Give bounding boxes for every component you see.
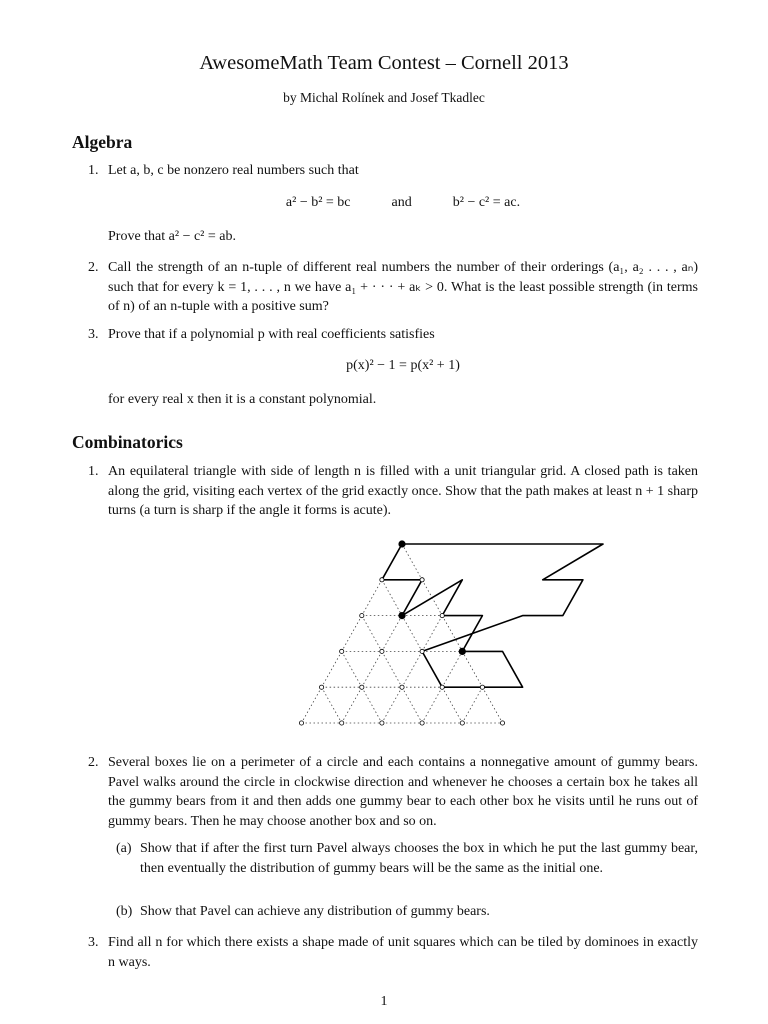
grid-vertex: [420, 721, 424, 725]
sharp-turn-vertex: [459, 648, 466, 655]
grid-vertex: [340, 721, 344, 725]
grid-line: [322, 687, 342, 723]
grid-line: [402, 544, 422, 580]
grid-vertex: [380, 649, 384, 653]
grid-vertex: [320, 685, 324, 689]
grid-vertex: [340, 649, 344, 653]
problem-text: Call the strength of an n-tuple of different real numbers the number of their orderings (a₁, a₂ . . . , aₙ) such that for every k = 1, . . . , n we have a₁ + · · · + aₖ > 0. What is the least possible strength (in terms of n) of an n-tuple with a positive sum?: [108, 260, 698, 314]
grid-line: [482, 687, 502, 723]
equation-connective: and: [391, 195, 412, 210]
display-equation: p(x)² − 1 = p(x² + 1): [346, 358, 460, 373]
grid-vertex: [360, 614, 364, 618]
subpart-text: Show that Pavel can achieve any distribution of gummy bears.: [140, 904, 490, 919]
grid-line: [322, 651, 342, 687]
grid-vertex: [380, 578, 384, 582]
problem-number: 1.: [88, 464, 99, 479]
sharp-turn-vertex: [398, 612, 405, 619]
subpart-text: Show that if after the first turn Pavel always chooses the box in which he put the last gummy bear, then eventually the distribution of gummy bears will be the same as the initial one.: [140, 841, 698, 876]
grid-vertex: [420, 649, 424, 653]
problem-number: 1.: [88, 163, 99, 178]
grid-line: [362, 687, 382, 723]
section-heading-combinatorics: Combinatorics: [72, 432, 183, 452]
grid-line: [342, 616, 362, 652]
problem-number: 2.: [88, 260, 99, 275]
problem-text: Prove that if a polynomial p with real coefficients satisfies: [108, 327, 435, 342]
grid-line: [442, 687, 462, 723]
grid-line: [362, 616, 382, 652]
grid-line: [382, 687, 402, 723]
subpart-label: (b): [116, 904, 133, 919]
grid-vertex: [380, 721, 384, 725]
grid-line: [462, 687, 482, 723]
grid-vertex: [480, 685, 484, 689]
grid-line: [302, 687, 322, 723]
grid-line: [382, 580, 402, 616]
grid-line: [362, 651, 382, 687]
grid-vertex: [440, 614, 444, 618]
grid-line: [362, 580, 382, 616]
grid-line: [402, 687, 422, 723]
author-byline: by Michal Rolínek and Josef Tkadlec: [283, 90, 485, 105]
equation-right: b² − c² = ac.: [452, 195, 521, 210]
grid-vertex: [420, 578, 424, 582]
problem-text: An equilateral triangle with side of length n is filled with a unit triangular grid. A closed path is taken along the grid, visiting each vertex of the grid exactly once. Show that the path makes at least n + 1 sharp turns (a turn is sharp if the angle it forms is acute).: [108, 464, 698, 518]
grid-line: [342, 651, 362, 687]
grid-line: [422, 687, 442, 723]
grid-vertex: [400, 685, 404, 689]
equation-left: a² − b² = bc: [285, 195, 351, 210]
problem-number: 2.: [88, 755, 99, 770]
grid-vertex: [440, 685, 444, 689]
grid-line: [442, 651, 462, 687]
problem-number: 3.: [88, 327, 99, 342]
section-heading-algebra: Algebra: [72, 132, 133, 152]
grid-vertex: [500, 721, 504, 725]
grid-line: [342, 687, 362, 723]
problem-text: Prove that a² − c² = ab.: [108, 229, 236, 244]
grid-vertex: [460, 721, 464, 725]
problem-text: Find all n for which there exists a shape made of unit squares which can be tiled by dominoes in exactly n ways.: [108, 935, 698, 970]
grid-line: [442, 616, 462, 652]
grid-line: [402, 651, 422, 687]
page-number: 1: [380, 994, 388, 1009]
grid-vertex: [299, 721, 303, 725]
grid-line: [382, 651, 402, 687]
problem-text: Let a, b, c be nonzero real numbers such that: [108, 163, 359, 178]
problem-number: 3.: [88, 935, 99, 950]
grid-line: [402, 616, 422, 652]
subpart-label: (a): [116, 841, 132, 856]
grid-line: [462, 651, 482, 687]
problem-text: for every real x then it is a constant polynomial.: [108, 392, 377, 407]
sharp-turn-vertex: [398, 540, 405, 547]
grid-line: [382, 616, 402, 652]
document-title: AwesomeMath Team Contest – Cornell 2013: [199, 52, 569, 74]
grid-vertex: [360, 685, 364, 689]
problem-text: Several boxes lie on a perimeter of a circle and each contains a nonnegative amount of gummy bears. Pavel walks around the circle in clockwise direction and whenever he chooses a certain box he takes all the gummy bears from it and then adds one gummy bear to each other box he visits until he runs out of gummy bears. Then he may choose another box and so on.: [108, 755, 698, 829]
